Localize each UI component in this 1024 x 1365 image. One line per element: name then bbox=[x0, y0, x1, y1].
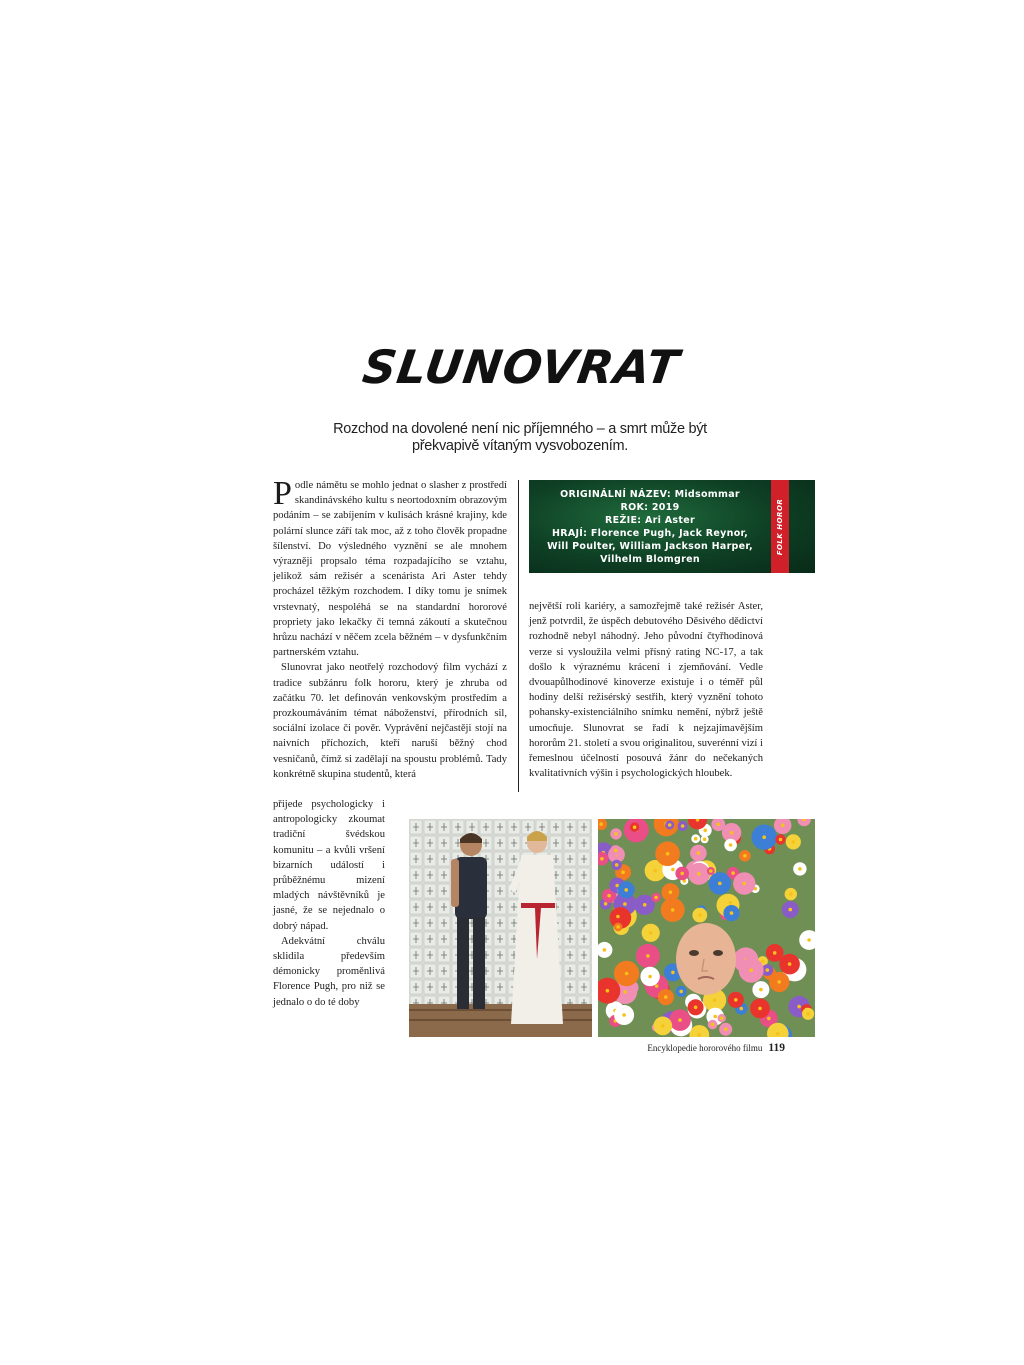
text-column-right bbox=[529, 599, 763, 781]
flower-center bbox=[680, 872, 684, 876]
flower-center bbox=[606, 989, 610, 993]
text-column-left-narrow bbox=[273, 797, 385, 1010]
film-still-couple-image bbox=[409, 819, 592, 1037]
flower-center bbox=[713, 998, 717, 1002]
flower-center bbox=[762, 835, 766, 839]
flower-center bbox=[624, 888, 628, 892]
flower-center bbox=[703, 829, 707, 833]
flower-center bbox=[654, 896, 658, 900]
flower-center bbox=[607, 894, 611, 898]
flower-center bbox=[779, 838, 783, 842]
flower-center bbox=[713, 1015, 717, 1019]
page-number: 119 bbox=[768, 1042, 785, 1054]
flower-center bbox=[604, 902, 608, 906]
flower-center bbox=[694, 837, 698, 841]
flower-center bbox=[777, 980, 781, 984]
flower-center bbox=[730, 831, 734, 835]
flower-center bbox=[649, 931, 653, 935]
flower-center bbox=[798, 867, 802, 871]
flower-center bbox=[654, 869, 658, 873]
flower-center bbox=[788, 962, 792, 966]
flower-center bbox=[655, 984, 659, 988]
flower-center bbox=[616, 925, 620, 929]
flower-center bbox=[789, 908, 793, 912]
flower-center bbox=[743, 882, 747, 886]
flower-center bbox=[720, 1016, 724, 1020]
flower-center bbox=[646, 954, 650, 958]
article-subtitle: Rozchod na dovolené není nic příjemného – a smrt může být překvapivě vítaným vysvobozením. bbox=[333, 421, 707, 454]
flower-center bbox=[792, 840, 796, 844]
drop-cap: P bbox=[273, 475, 292, 512]
flower-center bbox=[694, 1006, 698, 1010]
flower-center bbox=[623, 902, 627, 906]
film-infobox bbox=[529, 480, 815, 573]
flower-center bbox=[599, 822, 603, 826]
paragraph bbox=[273, 475, 507, 660]
flower-center bbox=[703, 838, 707, 842]
flower-center bbox=[729, 901, 733, 905]
flower-center bbox=[679, 990, 683, 994]
flower-center bbox=[734, 998, 738, 1002]
flower-center bbox=[806, 1012, 810, 1016]
infobox-cast-3: Vilhelm Blomgren bbox=[600, 554, 700, 565]
genre-label: FOLK HOROR bbox=[776, 498, 784, 555]
flower-center bbox=[648, 975, 652, 979]
flower-center bbox=[740, 1007, 744, 1011]
flower-center bbox=[622, 1013, 626, 1017]
paragraph: přijede psychologicky i antropologicky zkoumat tradiční švédskou komunitu – a kvůli vršení bizarních událostí i průběžnému mizení mladých návštěvníků je jasné, že se nejednalo o dobrý nápad. bbox=[273, 799, 385, 932]
flower-center bbox=[789, 892, 793, 896]
flower-center bbox=[758, 1007, 762, 1011]
paragraph: největší roli kariéry, a samozřejmě také režisér Aster, jenž potvrdil, že úspěch debutového Děsivého dědictví rozhodně nebyl náhodný. Jeho původní čtyřhodinová verze si vysloužila velmi přísný rating NC-17, a tak došlo k výraznému krácení i zjemňování. Vedle dvouapůlhodinové kinoverze existuje i o téměř půl hodiny delší režisérský sestřih, který vyznění tohoto pohansky-existenciálního snímku nemění, nýbrž ještě umocňuje. Slunovrat se řadí k nejzajímavějším hororům 21. století a svou originalitou, suverénní vizí i řemeslnou účelností posouvá žánr do nečekaných kvalitativních výšin i psychologických hloubek. bbox=[529, 601, 763, 780]
flower-center bbox=[730, 911, 734, 915]
flower-center bbox=[615, 863, 619, 867]
paragraph: Slunovrat jako neotřelý rozchodový film vychází z tradice subžánru folk hororu, který je zhruba od začátku 70. let definován venkovským prostředím a prozkoumáváním témat náboženství, přírodních sil, sociální izolace či pověr. Vyprávění nejčastěji stojí na naivních příchozích, kteří naruší běžný chod vesničanů, čímž si zadělají na spoustu problémů. Tady konkrétně skupina studentů, která bbox=[273, 662, 507, 780]
infobox-original-title: ORIGINÁLNÍ NÁZEV: Midsommar bbox=[560, 489, 740, 500]
flower-center bbox=[671, 908, 675, 912]
flower-center bbox=[766, 968, 770, 972]
flower-center bbox=[625, 972, 629, 976]
flower-center bbox=[614, 832, 618, 836]
flower-center bbox=[781, 824, 785, 828]
flower-center bbox=[729, 843, 733, 847]
flower-center bbox=[678, 1018, 682, 1022]
text-column-left bbox=[273, 475, 507, 782]
film-still-couple bbox=[409, 819, 592, 1037]
flower-center bbox=[709, 869, 713, 873]
flower-center bbox=[603, 948, 607, 952]
flower-center bbox=[697, 851, 701, 855]
genre-strip bbox=[771, 480, 789, 573]
flower-center bbox=[621, 870, 625, 874]
flower-center bbox=[697, 872, 701, 876]
flower-center bbox=[614, 849, 618, 853]
flower-center bbox=[669, 890, 673, 894]
flower-center bbox=[633, 825, 637, 829]
flower-center bbox=[776, 1032, 780, 1036]
flower-center bbox=[661, 1024, 665, 1028]
flower-center bbox=[698, 913, 702, 917]
infobox-director: REŽIE: Ari Aster bbox=[605, 515, 695, 526]
column-divider bbox=[518, 480, 519, 792]
footer-book-title: Encyklopedie hororového filmu bbox=[647, 1043, 763, 1053]
flower-center bbox=[668, 823, 672, 827]
flower-center bbox=[731, 871, 735, 875]
infobox-year: ROK: 2019 bbox=[620, 502, 680, 513]
paragraph: Adekvátní chválu sklidila především démonicky proměnlivá Florence Pugh, pro niž se jednalo o do té doby bbox=[273, 935, 385, 1008]
flower-center bbox=[797, 1005, 801, 1009]
flower-center bbox=[761, 960, 765, 964]
flower-center bbox=[666, 852, 670, 856]
flower-center bbox=[681, 824, 685, 828]
film-still-flower-crown bbox=[598, 819, 815, 1037]
flower-center bbox=[711, 1023, 715, 1027]
flower-center bbox=[671, 868, 675, 872]
infobox-cast-1: HRAJÍ: Florence Pugh, Jack Reynor, bbox=[551, 528, 749, 539]
flower-center bbox=[759, 988, 763, 992]
flower-center bbox=[623, 990, 627, 994]
flower-center bbox=[724, 1028, 728, 1032]
flower-center bbox=[600, 857, 604, 861]
page-footer bbox=[600, 1042, 785, 1054]
flower-center bbox=[773, 951, 777, 955]
flower-center bbox=[616, 915, 620, 919]
flower-center bbox=[767, 1017, 771, 1021]
flower-center bbox=[718, 882, 722, 886]
flower-center bbox=[664, 995, 668, 999]
infobox-cast-2: Will Poulter, William Jackson Harper, bbox=[547, 541, 753, 552]
flower-center bbox=[671, 971, 675, 975]
flower-center bbox=[643, 903, 647, 907]
flower-center bbox=[717, 823, 721, 827]
infobox-lines bbox=[537, 488, 763, 566]
flower-center bbox=[743, 854, 747, 858]
flower-center bbox=[698, 1033, 702, 1037]
flower-center bbox=[807, 938, 811, 942]
article-title: SLUNOVRAT bbox=[359, 340, 683, 394]
paragraph-text: odle námětu se mohlo jednat o slasher z prostředí skandinávského kultu s neortodoxním obrazovým podáním – se zabíjením v kulisách krásné krajiny, kde polární slunce září tak moc, až z toho člověk propadne šílenství. Do výsledného vyznění se ale mnohem výrazněji propsalo téma rozpadajícího se vztahu, jelikož sám režisér a scenárista Ari Aster tehdy procházel těžkým rozchodem. I díky tomu je snímek vrstevnatý, nespoléhá se na standardní hororové propriety jako lekačky či temná zákoutí a skutečnou hrůzu nachází v něčem zcela běžném – v dysfunkčním partnerském vztahu. bbox=[273, 480, 507, 659]
film-still-flower-crown-image bbox=[598, 819, 815, 1037]
flower-center bbox=[749, 968, 753, 972]
